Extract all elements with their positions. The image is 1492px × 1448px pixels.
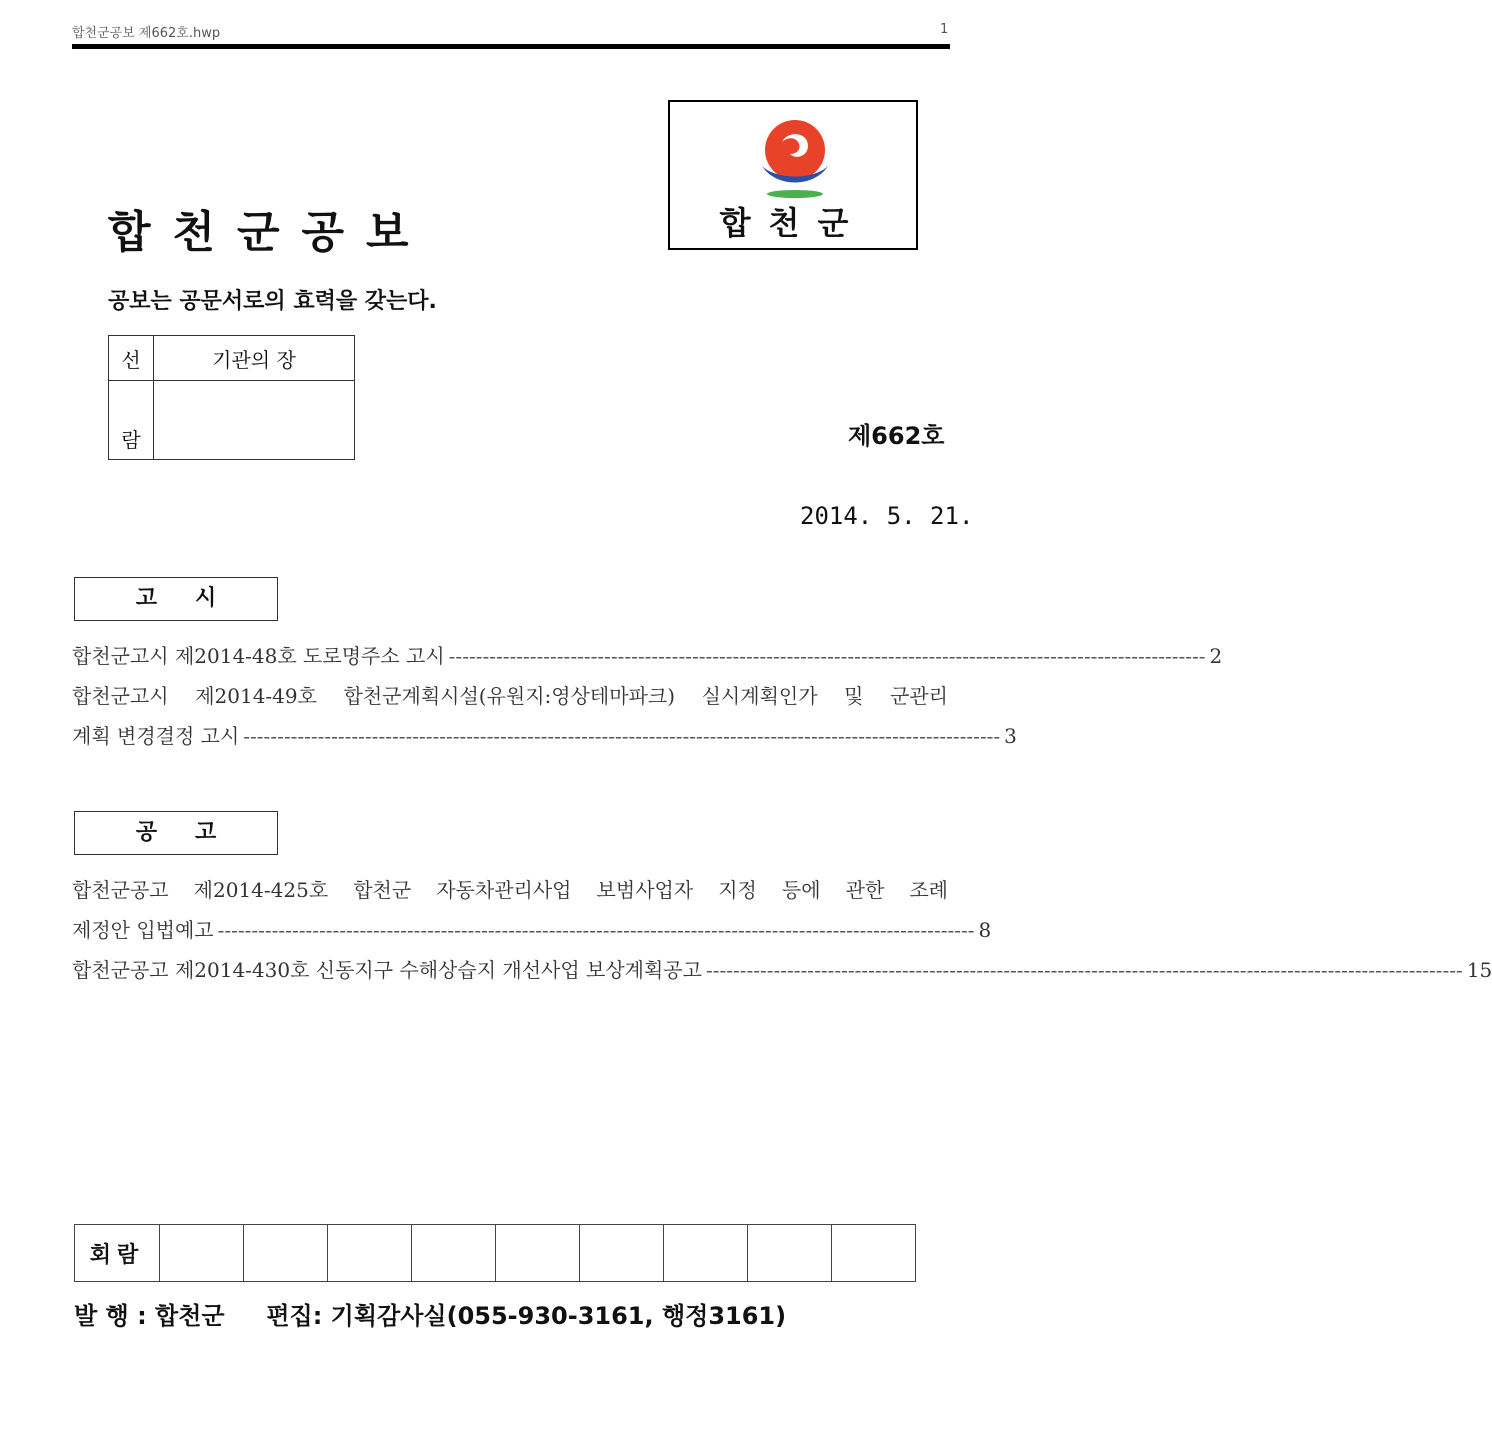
section-gonggo-label: 공고 <box>74 811 278 855</box>
hoeram-table <box>74 1224 916 1282</box>
toc-gosi <box>72 636 1223 756</box>
hoeram-cell <box>832 1225 916 1282</box>
hoeram-cell <box>664 1225 748 1282</box>
header-page-number: 1 <box>940 22 949 37</box>
toc-item-title: 합천군고시 제2014-48호 도로명주소 고시 <box>72 644 445 668</box>
toc-item-page: 3 <box>1004 724 1017 748</box>
hoeram-cell <box>412 1225 496 1282</box>
hoeram-cell <box>244 1225 328 1282</box>
hoeram-label: 회람 <box>75 1225 160 1282</box>
logo-box <box>668 100 918 250</box>
hoeram-cell <box>328 1225 412 1282</box>
hapcheon-emblem-icon <box>752 114 838 200</box>
toc-item-page: 8 <box>978 918 992 942</box>
hoeram-cell <box>496 1225 580 1282</box>
seonram-header: 기관의 장 <box>154 336 355 381</box>
toc-item-title-line2: 계획 변경결정 고시 <box>72 724 240 748</box>
hoeram-cell <box>580 1225 664 1282</box>
toc-item-title-line1: 합천군고시 제2014-49호 합천군계획시설(유원지:영상테마파크) 실시계획인가 및 군관리 <box>72 684 948 708</box>
issue-date: 2014. 5. 21. <box>800 502 974 530</box>
logo-text: 합천군 <box>719 204 867 242</box>
leader-dots: ---------------------------------------------------------------------------------------------------------------- <box>705 958 1463 982</box>
toc-item-title: 합천군공고 제2014-430호 신동지구 수해상습지 개선사업 보상계획공고 <box>72 958 702 982</box>
seonram-side-top: 선 <box>109 336 154 381</box>
toc-item-page: 15 <box>1466 958 1492 982</box>
leader-dots: ---------------------------------------------------------------------------------------------------------------- <box>217 918 975 942</box>
publisher-footer: 발 행 : 합천군 편집: 기획감사실(055-930-3161, 행정3161) <box>74 1302 787 1330</box>
toc-item-page: 2 <box>1209 644 1223 668</box>
toc-item[interactable] <box>72 870 992 950</box>
toc-gonggo <box>72 870 1492 990</box>
issue-number: 제662호 <box>848 422 945 450</box>
subtitle: 공보는 공문서로의 효력을 갖는다. <box>108 289 437 314</box>
toc-item[interactable] <box>72 676 1017 756</box>
page-title: 합천군공보 <box>108 207 431 258</box>
leader-dots: ---------------------------------------------------------------------------------------------------------------- <box>243 724 1001 748</box>
circulation-table <box>108 335 355 460</box>
toc-item-title-line2: 제정안 입법예고 <box>72 918 214 942</box>
seonram-signature-cell <box>154 381 355 460</box>
leader-dots: ---------------------------------------------------------------------------------------------------------------- <box>448 644 1206 668</box>
toc-item-title-line1: 합천군공고 제2014-425호 합천군 자동차관리사업 보범사업자 지정 등에 관한 조례 <box>72 878 948 902</box>
section-gosi-label: 고시 <box>74 577 278 621</box>
toc-item[interactable] <box>72 950 1492 990</box>
header-filename: 합천군공보 제662호.hwp <box>72 26 221 41</box>
hoeram-cell <box>160 1225 244 1282</box>
header-divider <box>72 44 950 49</box>
toc-item[interactable] <box>72 636 1223 676</box>
hoeram-cell <box>748 1225 832 1282</box>
seonram-side-bottom: 람 <box>109 381 154 460</box>
